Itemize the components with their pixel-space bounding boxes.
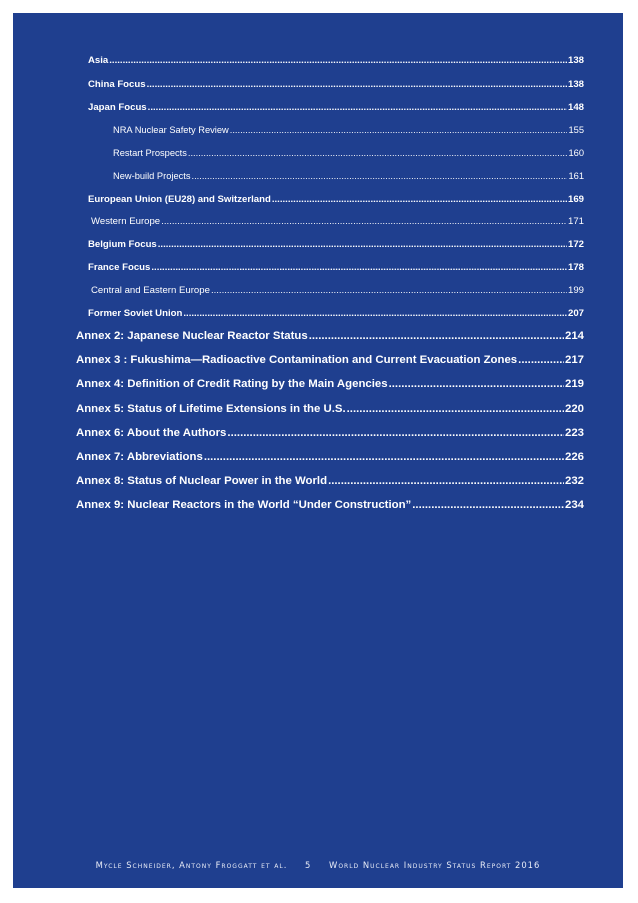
- toc-entry-new-build-projects[interactable]: [113, 171, 584, 181]
- toc-entry-label: Western Europe: [91, 216, 161, 227]
- toc-entry-label: Annex 6: About the Authors: [76, 427, 227, 439]
- toc-page-number: 148: [567, 102, 584, 113]
- toc-page-number: 161: [568, 171, 584, 181]
- dot-leader: [227, 427, 564, 439]
- toc-entry-annex-7[interactable]: [76, 451, 584, 463]
- toc-page-number: 171: [567, 216, 584, 227]
- toc-entry-belgium-focus[interactable]: [88, 239, 584, 250]
- dot-leader: [230, 125, 568, 135]
- toc-entry-label: European Union (EU28) and Switzerland: [88, 194, 271, 205]
- toc-entry-former-soviet-union[interactable]: [88, 308, 584, 319]
- report-page: [13, 13, 623, 888]
- toc-page-number: 138: [567, 79, 584, 90]
- dot-leader: [161, 216, 567, 227]
- dot-leader: [147, 79, 567, 90]
- toc-entry-label: Annex 4: Definition of Credit Rating by the Main Agencies: [76, 378, 388, 390]
- dot-leader: [412, 499, 564, 511]
- toc-entry-label: Annex 7: Abbreviations: [76, 451, 203, 463]
- page-footer: [13, 860, 623, 870]
- toc-page-number: 232: [564, 475, 584, 487]
- toc-entry-france-focus[interactable]: [88, 262, 584, 273]
- toc-entry-label: China Focus: [88, 79, 146, 90]
- toc-page-number: 207: [567, 308, 584, 319]
- toc-page-number: 220: [564, 403, 584, 415]
- toc-page-number: 219: [564, 378, 584, 390]
- toc-entry-eu28-switzerland[interactable]: [88, 194, 584, 205]
- toc-entry-label: Japan Focus: [88, 102, 147, 113]
- toc-entry-label: NRA Nuclear Safety Review: [113, 125, 229, 135]
- toc-entry-china-focus[interactable]: [88, 79, 584, 90]
- toc-entry-label: Annex 5: Status of Lifetime Extensions in the U.S.: [76, 403, 346, 415]
- toc-entry-label: Annex 9: Nuclear Reactors in the World “Under Construction”: [76, 499, 412, 511]
- toc-entry-annex-2[interactable]: [76, 330, 584, 342]
- dot-leader: [389, 378, 564, 390]
- toc-entry-annex-9[interactable]: [76, 499, 584, 511]
- toc-entry-asia[interactable]: [88, 55, 584, 66]
- footer-authors: Mycle Schneider, Antony Froggatt et al.: [95, 860, 288, 870]
- toc-entry-label: Annex 2: Japanese Nuclear Reactor Status: [76, 330, 308, 342]
- toc-entry-label: Belgium Focus: [88, 239, 157, 250]
- toc-page-number: 226: [564, 451, 584, 463]
- toc-entry-annex-4[interactable]: [76, 378, 584, 390]
- toc-entry-label: Central and Eastern Europe: [91, 285, 210, 296]
- dot-leader: [109, 55, 567, 66]
- toc-entry-annex-6[interactable]: [76, 427, 584, 439]
- dot-leader: [148, 102, 567, 113]
- toc-entry-label: Asia: [88, 55, 109, 66]
- toc-page-number: 155: [568, 125, 584, 135]
- toc-page-number: 234: [564, 499, 584, 511]
- dot-leader: [272, 194, 567, 205]
- dot-leader: [211, 285, 567, 296]
- dot-leader: [204, 451, 564, 463]
- toc-entry-label: France Focus: [88, 262, 151, 273]
- toc-page-number: 160: [568, 148, 584, 158]
- dot-leader: [188, 148, 568, 158]
- toc-entry-label: Former Soviet Union: [88, 308, 183, 319]
- dot-leader: [518, 354, 564, 366]
- toc-page-number: 223: [564, 427, 584, 439]
- toc-page-number: 214: [564, 330, 584, 342]
- toc-entry-annex-8[interactable]: [76, 475, 584, 487]
- toc-entry-japan-focus[interactable]: [88, 102, 584, 113]
- toc-entry-label: Restart Prospects: [113, 148, 187, 158]
- toc-page-number: 169: [567, 194, 584, 205]
- toc-entry-nra-safety-review[interactable]: [113, 125, 584, 135]
- toc-entry-label: Annex 3 : Fukushima—Radioactive Contamination and Current Evacuation Zones: [76, 354, 518, 366]
- footer-page-number: 5: [305, 860, 312, 870]
- toc-page-number: 217: [564, 354, 584, 366]
- toc-page-number: 138: [567, 55, 584, 66]
- toc-entry-annex-5[interactable]: [76, 403, 584, 415]
- toc-entry-central-eastern-europe[interactable]: [91, 285, 584, 296]
- dot-leader: [328, 475, 564, 487]
- toc-page-number: 178: [567, 262, 584, 273]
- toc-page-number: 199: [567, 285, 584, 296]
- table-of-contents: [13, 13, 623, 813]
- dot-leader: [347, 403, 564, 415]
- dot-leader: [151, 262, 567, 273]
- dot-leader: [309, 330, 564, 342]
- toc-entry-western-europe[interactable]: [91, 216, 584, 227]
- toc-entry-annex-3[interactable]: [76, 354, 584, 366]
- toc-entry-restart-prospects[interactable]: [113, 148, 584, 158]
- toc-entry-label: New-build Projects: [113, 171, 191, 181]
- dot-leader: [158, 239, 567, 250]
- dot-leader: [192, 171, 568, 181]
- toc-page-number: 172: [567, 239, 584, 250]
- dot-leader: [183, 308, 567, 319]
- footer-report-title: World Nuclear Industry Status Report 2016: [329, 860, 541, 870]
- toc-entry-label: Annex 8: Status of Nuclear Power in the World: [76, 475, 328, 487]
